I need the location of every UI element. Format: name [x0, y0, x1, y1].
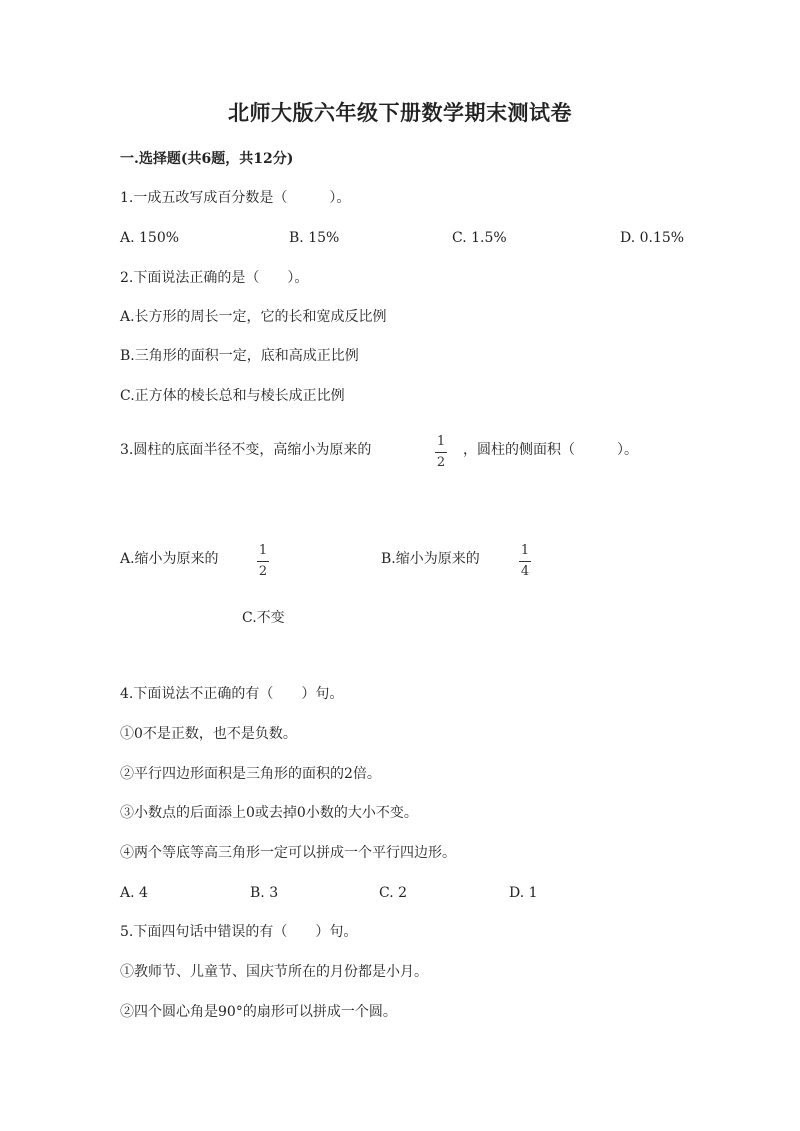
question-4-item-4: ④两个等底等高三角形一定可以拼成一个平行四边形。 [120, 845, 456, 861]
fraction-bar [519, 561, 531, 562]
question-5-item-2: ②四个圆心角是90°的扇形可以拼成一个圆。 [120, 1004, 397, 1020]
question-4-option-d: D. 1 [509, 885, 538, 901]
question-3-option-a: A.缩小为原来的 [120, 551, 219, 567]
page-title: 北师大版六年级下册数学期末测试卷 [228, 100, 572, 125]
question-4-item-3: ③小数点的后面添上0或去掉0小数的大小不变。 [120, 805, 418, 821]
question-2-stem: 2.下面说法正确的是（ ）。 [120, 270, 309, 286]
question-4-stem: 4.下面说法不正确的有（ ）句。 [120, 686, 344, 702]
question-5-stem: 5.下面四句话中错误的有（ ）句。 [120, 924, 358, 940]
fraction-denominator: 4 [520, 564, 530, 579]
question-1-option-b: B. 15% [289, 230, 340, 246]
question-2-option-b: B.三角形的面积一定，底和高成正比例 [120, 348, 359, 364]
fraction-bar [257, 561, 269, 562]
fraction-numerator: 1 [520, 543, 530, 558]
section-heading: 一.选择题(共6题，共12分) [120, 151, 294, 167]
fraction-denominator: 2 [258, 564, 268, 579]
question-3-stem-start: 3.圆柱的底面半径不变，高缩小为原来的 [120, 442, 372, 458]
question-2-option-c: C.正方体的棱长总和与棱长成正比例 [120, 388, 345, 404]
question-2-option-a: A.长方形的周长一定，它的长和宽成反比例 [120, 309, 387, 325]
question-4-option-a: A. 4 [120, 885, 148, 901]
question-3-option-c: C.不变 [242, 610, 285, 626]
question-1-stem: 1.一成五改写成百分数是（ ）。 [120, 190, 351, 206]
question-4-item-2: ②平行四边形面积是三角形的面积的2倍。 [120, 766, 381, 782]
fraction-numerator: 1 [258, 543, 268, 558]
question-4-item-1: ①0不是正数，也不是负数。 [120, 726, 297, 742]
question-3-option-a-fraction [253, 543, 273, 580]
fraction-denominator: 2 [436, 455, 446, 470]
question-4-option-c: C. 2 [379, 885, 408, 901]
question-3-stem-end: ，圆柱的侧面积（ ）。 [463, 442, 638, 458]
question-1-option-a: A. 150% [120, 230, 180, 246]
question-1-option-d: D. 0.15% [620, 230, 685, 246]
fraction-bar [435, 452, 447, 453]
question-4-option-b: B. 3 [250, 885, 279, 901]
question-3-stem-fraction [431, 434, 451, 471]
question-3-option-b-fraction [515, 543, 535, 580]
question-5-item-1: ①教师节、儿童节、国庆节所在的月份都是小月。 [120, 964, 428, 980]
fraction-numerator: 1 [436, 434, 446, 449]
question-1-option-c: C. 1.5% [452, 230, 507, 246]
question-3-option-b: B.缩小为原来的 [381, 551, 480, 567]
